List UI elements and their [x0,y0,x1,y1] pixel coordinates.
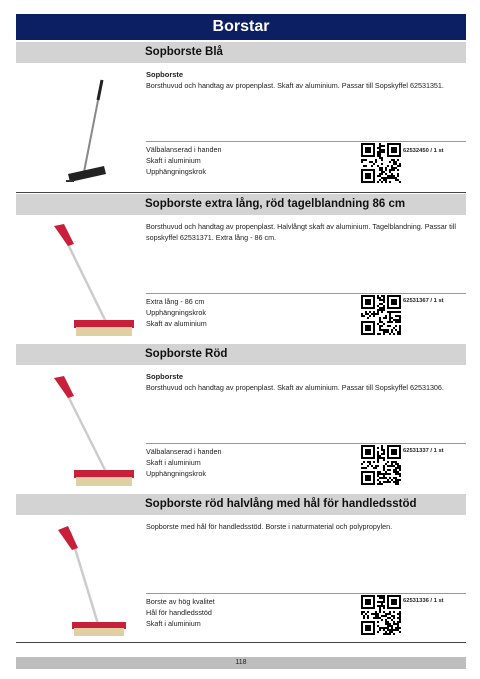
qr-code-icon [361,295,401,335]
product-title: Sopborste extra lång, röd tagelblandning 86 cm [16,194,466,215]
feature-item: Välbalanserad i handen [146,447,222,456]
red-broom-icon [46,372,136,492]
product-sku: 62531367 / 1 st [403,298,444,304]
feature-list [146,446,222,479]
divider [146,593,466,594]
feature-item: Skaft av aluminium [146,319,207,328]
page-title: Borstar [16,14,466,40]
product-description: Borsthuvud och handtag av propenplast. Skaft av aluminium. Passar till Sopskyffel 62531351. [146,81,444,90]
feature-item: Skaft i aluminium [146,458,201,467]
qr-code-icon [361,595,401,635]
product-section [16,494,466,644]
page-number: 118 [16,657,466,669]
product-sku: 62532450 / 1 st [403,148,444,154]
feature-list [146,596,215,629]
divider [146,141,466,142]
qr-code-icon [361,445,401,485]
feature-item: Välbalanserad i handen [146,145,222,154]
section-divider [16,642,466,643]
feature-item: Borste av hög kvalitet [146,597,215,606]
section-divider [16,192,466,193]
product-sku: 62531337 / 1 st [403,448,444,454]
feature-item: Upphängningskrok [146,167,206,176]
product-subtitle: Sopborste [146,372,184,381]
red-broom-icon [46,222,136,342]
product-section [16,344,466,494]
product-description: Borsthuvud och handtag av propenplast. Skaft av aluminium. Passar till Sopskyffel 62531306. [146,383,444,392]
product-description: Sopborste med hål för handledsstöd. Borste i naturmaterial och polypropylen. [146,522,393,531]
product-section [16,194,466,344]
feature-item: Upphängningskrok [146,308,206,317]
feature-item: Skaft i aluminium [146,156,201,165]
product-title: Sopborste röd halvlång med hål för handledsstöd [16,494,466,515]
feature-list [146,144,222,177]
product-section [16,42,466,192]
feature-item: Upphängningskrok [146,469,206,478]
product-description: Borsthuvud och handtag av propenplast. Halvlångt skaft av aluminium. Tagelblandning. Passar till sopskyffel 62531371. Extra lång - 86 cm. [146,222,456,242]
divider [146,293,466,294]
divider [146,443,466,444]
feature-item: Skaft i aluminium [146,619,201,628]
product-sku: 62531336 / 1 st [403,598,444,604]
product-subtitle: Sopborste [146,70,184,79]
product-title: Sopborste Blå [16,42,466,63]
feature-item: Extra lång - 86 cm [146,297,205,306]
feature-item: Hål för handledsstöd [146,608,212,617]
black-broom-icon [46,70,136,190]
feature-list [146,296,207,329]
product-title: Sopborste Röd [16,344,466,365]
qr-code-icon [361,143,401,183]
red-broom-icon [46,522,136,642]
